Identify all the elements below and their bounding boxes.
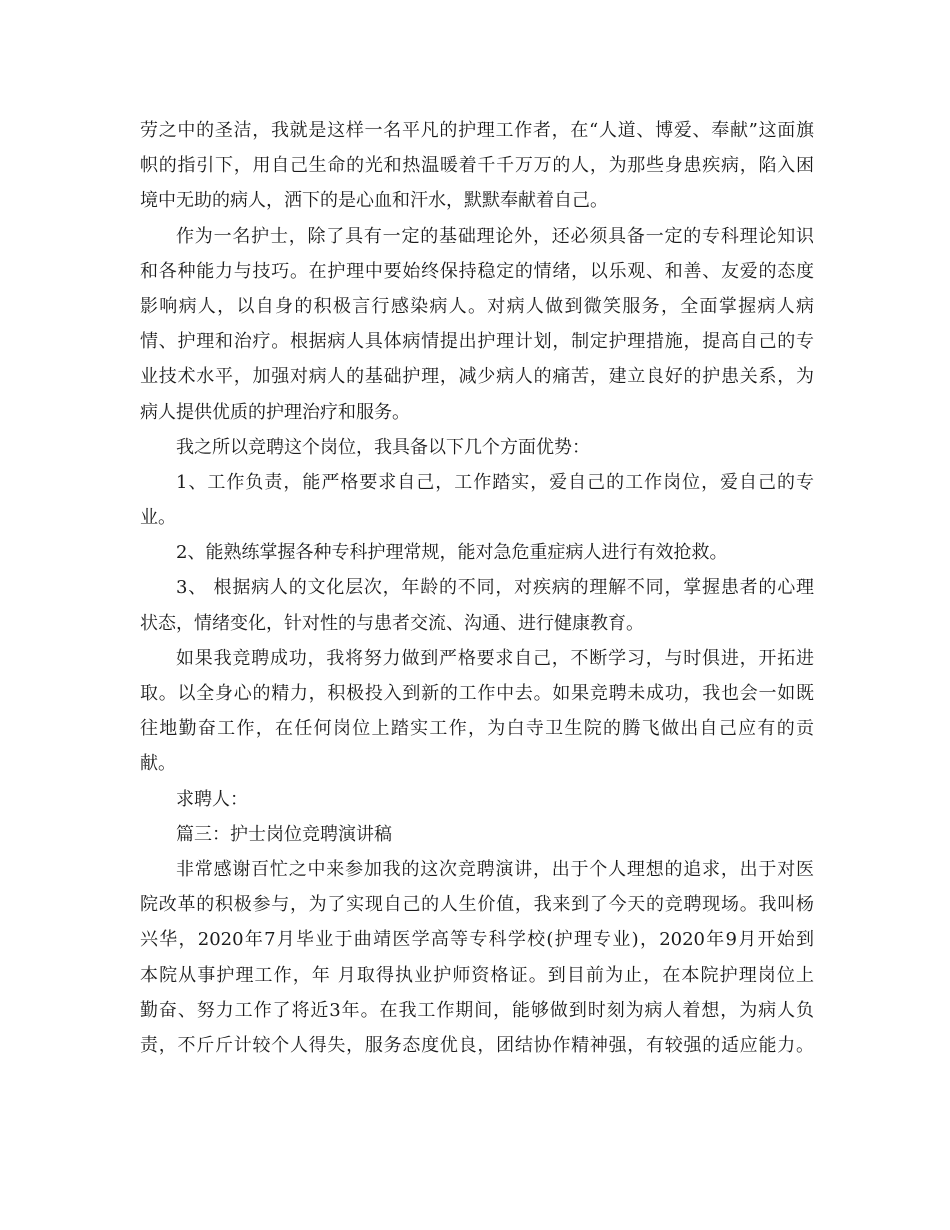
text-line: 病人提供优质的护理治疗和服务。 [140,401,410,423]
document-page [140,113,814,1063]
text-line: 状态，情绪变化，针对性的与患者交流、沟通、进行健康教育。 [140,612,644,634]
text-line: 业技术水平，加强对病人的基础护理，减少病人的痛苦，建立良好的护患关系，为 [140,366,814,388]
text-line: 求聘人： [176,788,248,810]
text-line: 作为一名护士，除了具有一定的基础理论外，还必须具备一定的专科理论知识 [176,225,814,247]
text-line: 帜的指引下，用自己生命的光和热温暖着千千万万的人，为那些身患疾病，陷入困 [140,155,814,177]
text-line: 影响病人，以自身的积极言行感染病人。对病人做到微笑服务，全面掌握病人病 [140,295,814,317]
text-line: 3、 根据病人的文化层次，年龄的不同，对疾病的理解不同，掌握患者的心理 [176,577,814,599]
text-line: 篇三：护士岗位竞聘演讲稿 [176,823,392,845]
text-line: 情、护理和治疗。根据病人具体病情提出护理计划，制定护理措施，提高自己的专 [140,331,814,353]
text-line: 业。 [140,507,176,529]
text-line: 和各种能力与技巧。在护理中要始终保持稳定的情绪，以乐观、和善、友爱的态度 [140,260,814,282]
text-line: 2、能熟练掌握各种专科护理常规，能对急危重症病人进行有效抢救。 [176,542,728,564]
text-line: 取。以全身心的精力，积极投入到新的工作中去。如果竞聘未成功，我也会一如既 [140,683,814,704]
text-line: 献。 [140,753,176,775]
text-line: 1、工作负责，能严格要求自己，工作踏实，爱自己的工作岗位，爱自己的专 [176,471,814,493]
text-line: 责，不斤斤计较个人得失，服务态度优良，团结协作精神强，有较强的适应能力。 [140,1034,814,1056]
text-line: 勤奋、努力工作了将近3年。在我工作期间，能够做到时刻为病人着想，为病人负 [140,999,814,1021]
text-line: 非常感谢百忙之中来参加我的这次竞聘演讲，出于个人理想的追求，出于对医 [176,858,814,880]
text-line: 院改革的积极参与，为了实现自己的人生价值，我来到了今天的竞聘现场。我叫杨 [140,894,814,916]
text-line: 往地勤奋工作，在任何岗位上踏实工作，为白寺卫生院的腾飞做出自己应有的贡 [140,718,814,740]
text-line: 兴华，2020年7月毕业于曲靖医学高等专科学校(护理专业)，2020年9月开始到 [140,929,814,951]
text-line: 本院从事护理工作，年 月取得执业护师资格证。到目前为止，在本院护理岗位上 [140,964,814,986]
text-line: 我之所以竞聘这个岗位，我具备以下几个方面优势： [176,436,590,458]
text-line: 境中无助的病人，洒下的是心血和汗水，默默奉献着自己。 [140,190,608,212]
text-line: 如果我竞聘成功，我将努力做到严格要求自己，不断学习，与时俱进，开拓进 [176,647,814,669]
text-line: 劳之中的圣洁，我就是这样一名平凡的护理工作者，在“人道、博爱、奉献”这面旗 [140,120,814,141]
